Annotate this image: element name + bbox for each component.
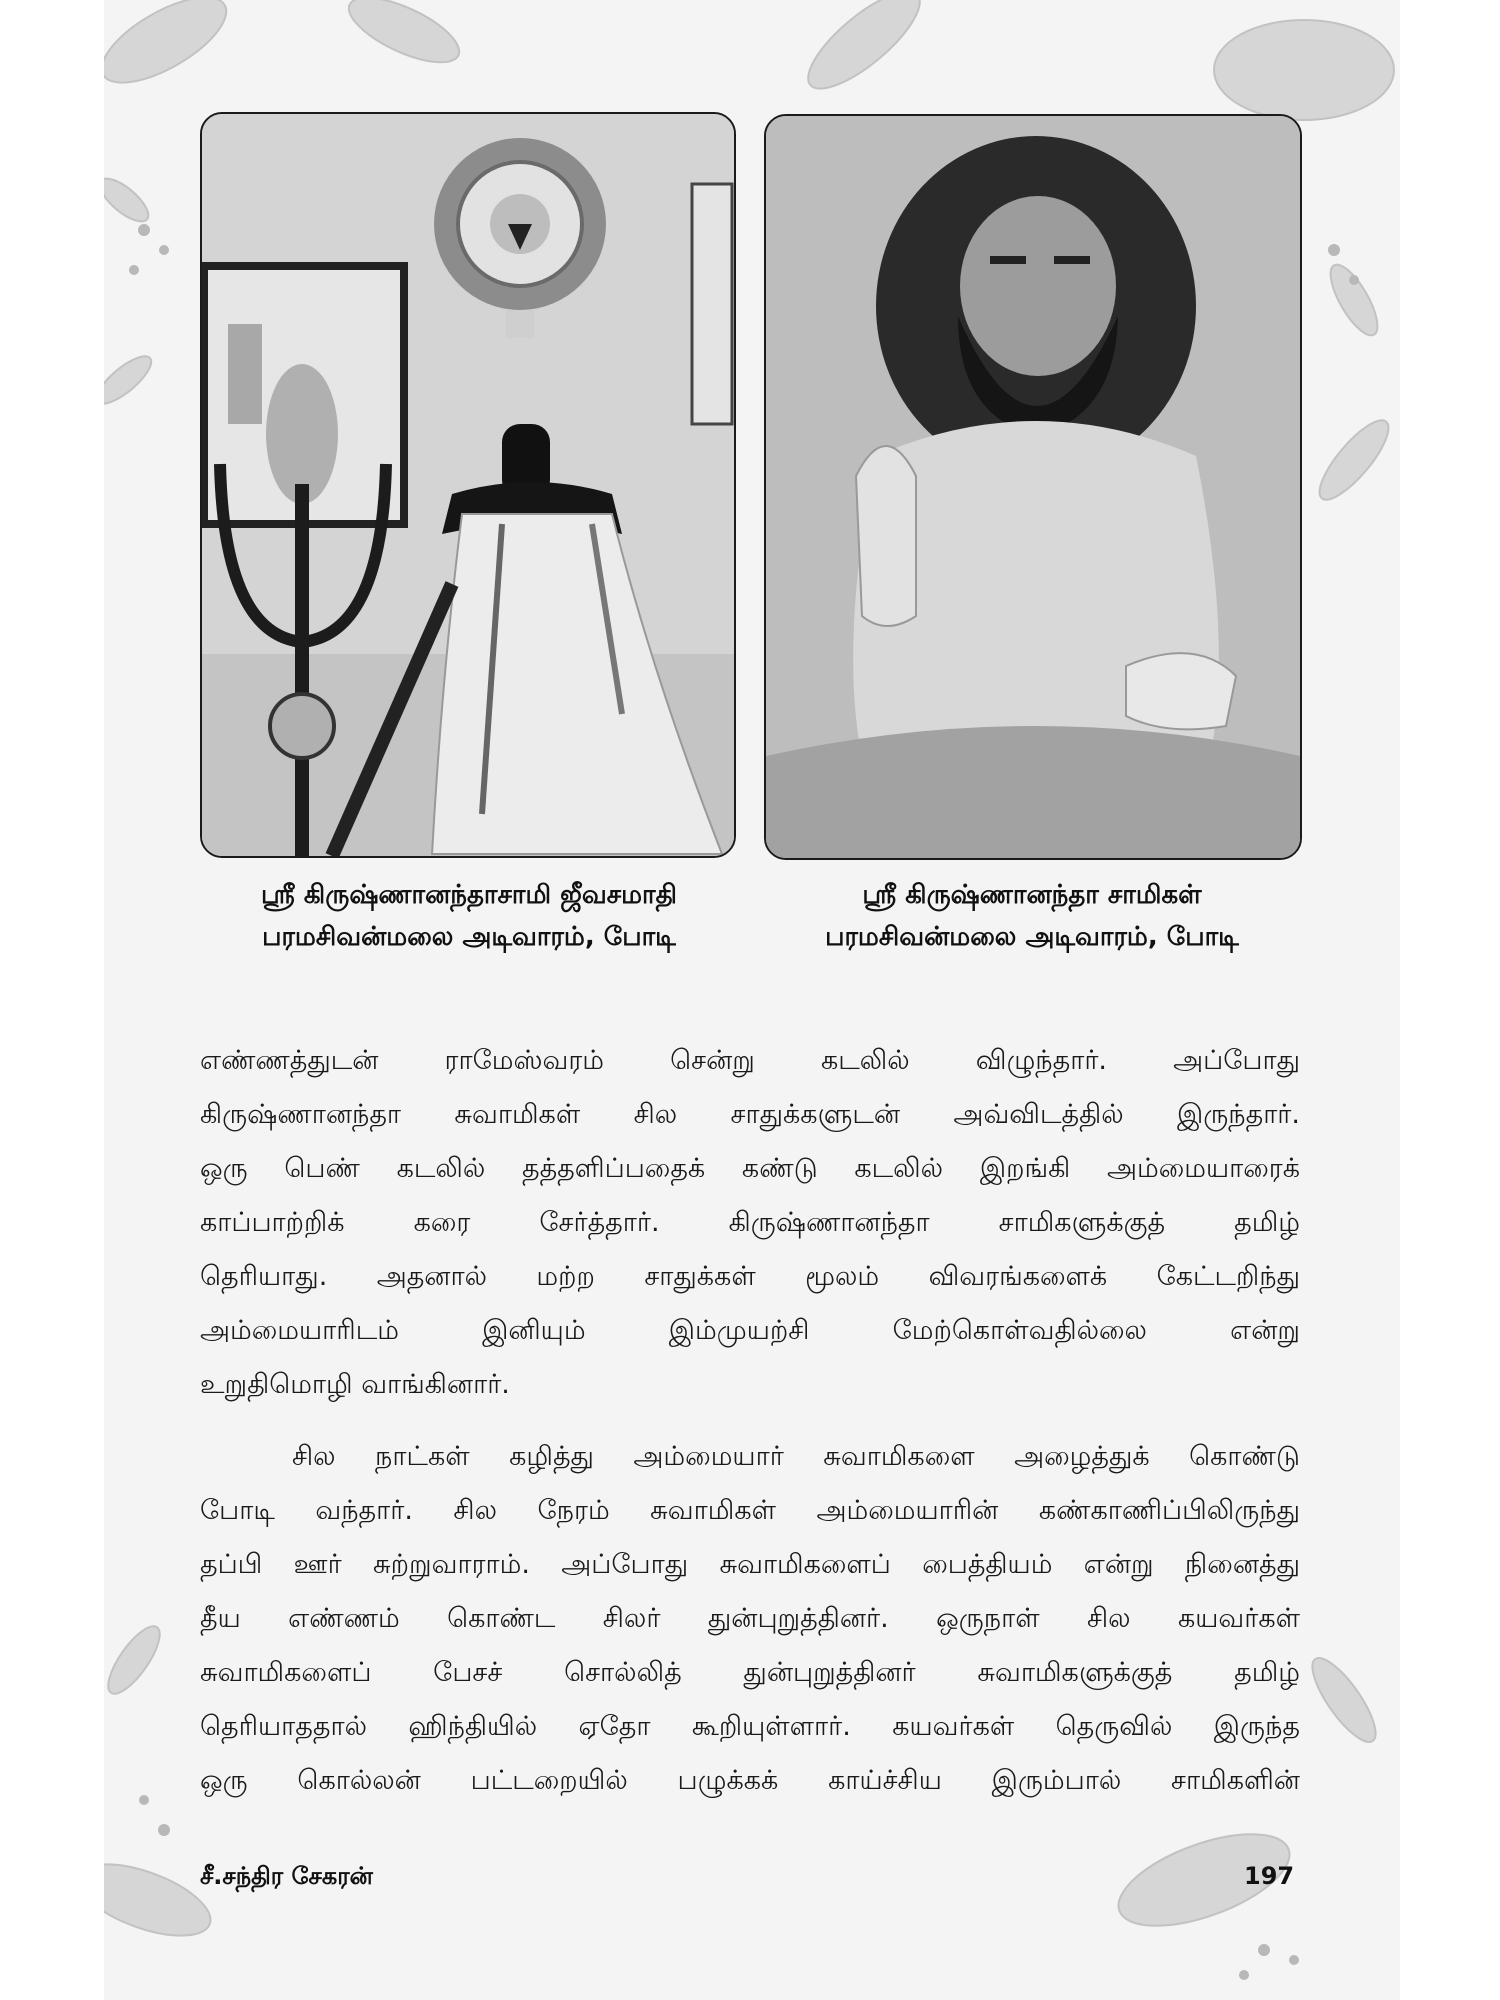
text-line: போடி வந்தார். சில நேரம் சுவாமிகள் அம்மையாரின் கண்காணிப்பிலிருந்து: [200, 1495, 1300, 1526]
caption-left-title: ஸ்ரீ கிருஷ்ணானந்தாசாமி ஜீவசமாதி: [261, 880, 677, 910]
paragraph-2: [200, 1430, 1300, 1808]
caption-right: [760, 874, 1304, 958]
text-line: தெரியாது. அதனால் மற்ற சாதுக்கள் மூலம் விவரங்களைக் கேட்டறிந்து: [200, 1261, 1300, 1292]
caption-right-location: பரமசிவன்மலை அடிவாரம், போடி: [825, 922, 1239, 952]
seated-swami-portrait-photo-icon: [766, 116, 1300, 858]
text-line: தெரியாததால் ஹிந்தியில் ஏதோ கூறியுள்ளார். கயவர்கள் தெருவில் இருந்த: [200, 1711, 1300, 1742]
text-line: சுவாமிகளைப் பேசச் சொல்லித் துன்புறுத்தினர் சுவாமிகளுக்குத் தமிழ்: [200, 1657, 1300, 1688]
book-page: [104, 0, 1400, 2000]
text-line: கிருஷ்ணானந்தா சுவாமிகள் சில சாதுக்களுடன் அவ்விடத்தில் இருந்தார்.: [200, 1099, 1300, 1130]
text-line: காப்பாற்றிக் கரை சேர்த்தார். கிருஷ்ணானந்தா சாமிகளுக்குத் தமிழ்: [200, 1207, 1300, 1238]
paragraph-1: [200, 1034, 1300, 1412]
text-line: சில நாட்கள் கழித்து அம்மையார் சுவாமிகளை அழைத்துக் கொண்டு: [292, 1441, 1300, 1472]
text-line: எண்ணத்துடன் ராமேஸ்வரம் சென்று கடலில் விழுந்தார். அப்போது: [200, 1045, 1300, 1076]
text-line: ஒரு கொல்லன் பட்டறையில் பழுக்கக் காய்ச்சிய இரும்பால் சாமிகளின்: [200, 1765, 1300, 1796]
text-line: ஒரு பெண் கடலில் தத்தளிப்பதைக் கண்டு கடலில் இறங்கி அம்மையாரைக்: [200, 1153, 1300, 1184]
footer-author: சீ.சந்திர சேகரன்: [200, 1862, 373, 1890]
swami-portrait-photo: [764, 114, 1302, 860]
page-number: 197: [1244, 1862, 1295, 1890]
caption-right-title: ஸ்ரீ கிருஷ்ணானந்தா சாமிகள்: [862, 880, 1202, 910]
text-line: அம்மையாரிடம் இனியும் இம்முயற்சி மேற்கொள்வதில்லை என்று: [200, 1315, 1300, 1346]
text-line: தீய எண்ணம் கொண்ட சிலர் துன்புறுத்தினர். ஒருநாள் சில கயவர்கள்: [200, 1603, 1300, 1634]
text-line: தப்பி ஊர் சுற்றுவாராம். அப்போது சுவாமிகளைப் பைத்தியம் என்று நினைத்து: [200, 1549, 1300, 1580]
caption-left: [196, 874, 742, 958]
samadhi-shrine-photo-icon: [202, 114, 734, 856]
caption-left-location: பரமசிவன்மலை அடிவாரம், போடி: [262, 922, 676, 952]
text-line: உறுதிமொழி வாங்கினார்.: [200, 1369, 510, 1400]
shrine-photo: [200, 112, 736, 858]
